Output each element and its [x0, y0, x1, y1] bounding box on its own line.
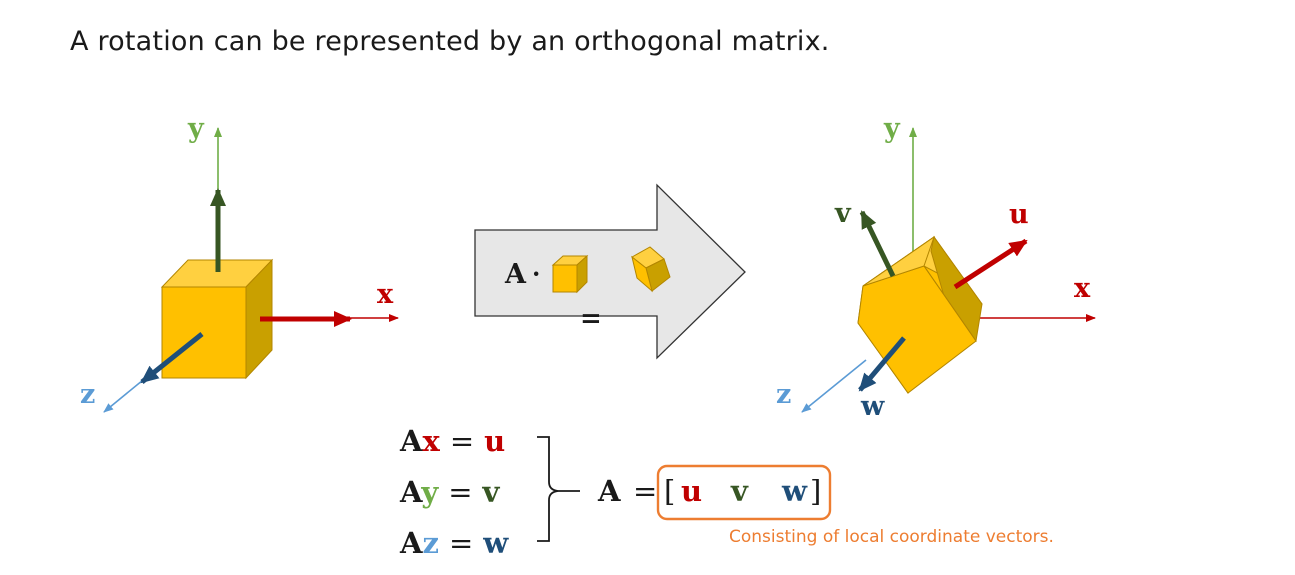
left-y-label: y — [188, 113, 204, 144]
equation-list — [399, 424, 509, 560]
v-label: v — [835, 198, 851, 229]
curly-brace — [537, 437, 558, 541]
right-z-axis — [802, 360, 866, 412]
equation-row: Az = w — [400, 526, 509, 560]
matrix-column-u: u — [681, 474, 703, 508]
equation-row: Ax = u — [400, 424, 506, 458]
u-basis-arrow — [955, 241, 1026, 287]
matrix-column-v: v — [731, 474, 748, 508]
left-x-label: x — [377, 279, 394, 310]
transform-arrow — [475, 185, 745, 358]
page-title: A rotation can be represented by an orthogonal matrix. — [70, 26, 830, 57]
matrix-column-w: w — [782, 474, 807, 508]
left-cube — [162, 260, 272, 378]
matrix-open-bracket: [ — [664, 474, 676, 508]
w-label: w — [861, 391, 885, 422]
equation-row: Ay = v — [400, 475, 500, 509]
matrix-expression — [597, 466, 830, 519]
v-basis-arrow — [862, 212, 893, 276]
matrix-equals: = — [633, 474, 658, 508]
note-text: Consisting of local coordinate vectors. — [729, 527, 1054, 547]
right-y-label: y — [884, 113, 900, 144]
right-z-label: z — [776, 379, 792, 410]
matrix-label: A — [505, 259, 526, 290]
u-label: u — [1009, 199, 1029, 230]
matrix-lhs: A — [598, 474, 621, 508]
matrix-close-bracket: ] — [810, 474, 822, 508]
right-frame — [776, 113, 1095, 422]
left-z-label: z — [80, 379, 96, 410]
right-x-label: x — [1074, 273, 1091, 304]
small-cube-icon — [553, 256, 587, 292]
left-frame — [80, 113, 398, 412]
dot-operator: · — [532, 259, 541, 288]
equals-sign: = — [580, 304, 602, 334]
